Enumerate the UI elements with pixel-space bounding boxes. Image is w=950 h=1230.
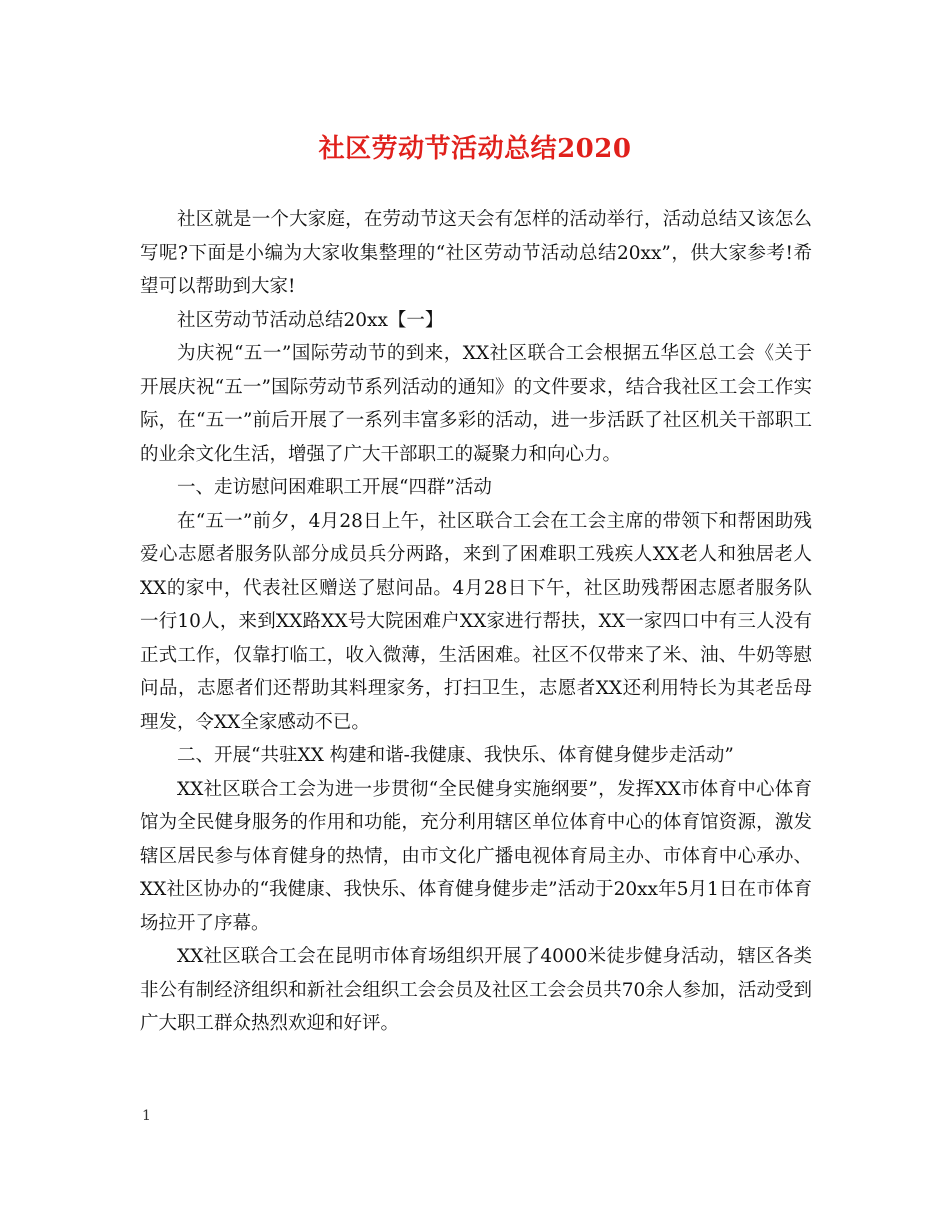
subsection-heading: 一、走访慰问困难职工开展“四群”活动 [177, 477, 492, 498]
page-number: 1 [142, 1108, 151, 1124]
body-paragraph: 在“五一”前夕，4月28日上午，社区联合工会在工会主席的带领下和帮困助残爱心志愿者服务队部分成员兵分两路，来到了困难职工残疾人XX老人和独居老人XX的家中，代表社区赠送了慰问品。4月28日下午，社区助残帮困志愿者服务队一行10人，来到XX路XX号大院困难户XX家进行帮扶，XX一家四口中有三人没有正式工作，仅靠打临工，收入微薄，生活困难。社区不仅带来了米、油、牛奶等慰问品，志愿者们还帮助其料理家务，打扫卫生，志愿者XX还利用特长为其老岳母理发，令XX全家感动不已。 [140, 510, 812, 733]
intro-paragraph: 社区就是一个大家庭，在劳动节这天会有怎样的活动举行，活动总结又该怎么写呢?下面是小编为大家收集整理的“社区劳动节活动总结20xx”，供大家参考!希望可以帮助到大家! [140, 209, 812, 297]
section-heading: 社区劳动节活动总结20xx【一】 [177, 309, 444, 331]
document-title: 社区劳动节活动总结2020 [318, 134, 632, 164]
body-paragraph: XX社区联合工会在昆明市体育场组织开展了4000米徒步健身活动，辖区各类非公有制经济组织和新社会组织工会会员及社区工会会员共70余人参加，活动受到广大职工群众热烈欢迎和好评。 [140, 946, 812, 1034]
document-body [140, 203, 812, 1041]
subsection-heading: 二、开展“共驻XX 构建和谐-我健康、我快乐、体育健身健步走活动” [177, 745, 734, 766]
body-paragraph: 为庆祝“五一”国际劳动节的到来，XX社区联合工会根据五华区总工会《关于开展庆祝“五一”国际劳动节系列活动的通知》的文件要求，结合我社区工会工作实际，在“五一”前后开展了一系列丰富多彩的活动，进一步活跃了社区机关干部职工的业余文化生活，增强了广大干部职工的凝聚力和向心力。 [140, 343, 812, 465]
body-paragraph: XX社区联合工会为进一步贯彻“全民健身实施纲要”，发挥XX市体育中心体育馆为全民健身服务的作用和功能，充分利用辖区单位体育中心的体育馆资源，激发辖区居民参与体育健身的热情，由市文化广播电视体育局主办、市体育中心承办、XX社区协办的“我健康、我快乐、体育健身健步走”活动于20xx年5月1日在市体育场拉开了序幕。 [140, 778, 812, 934]
